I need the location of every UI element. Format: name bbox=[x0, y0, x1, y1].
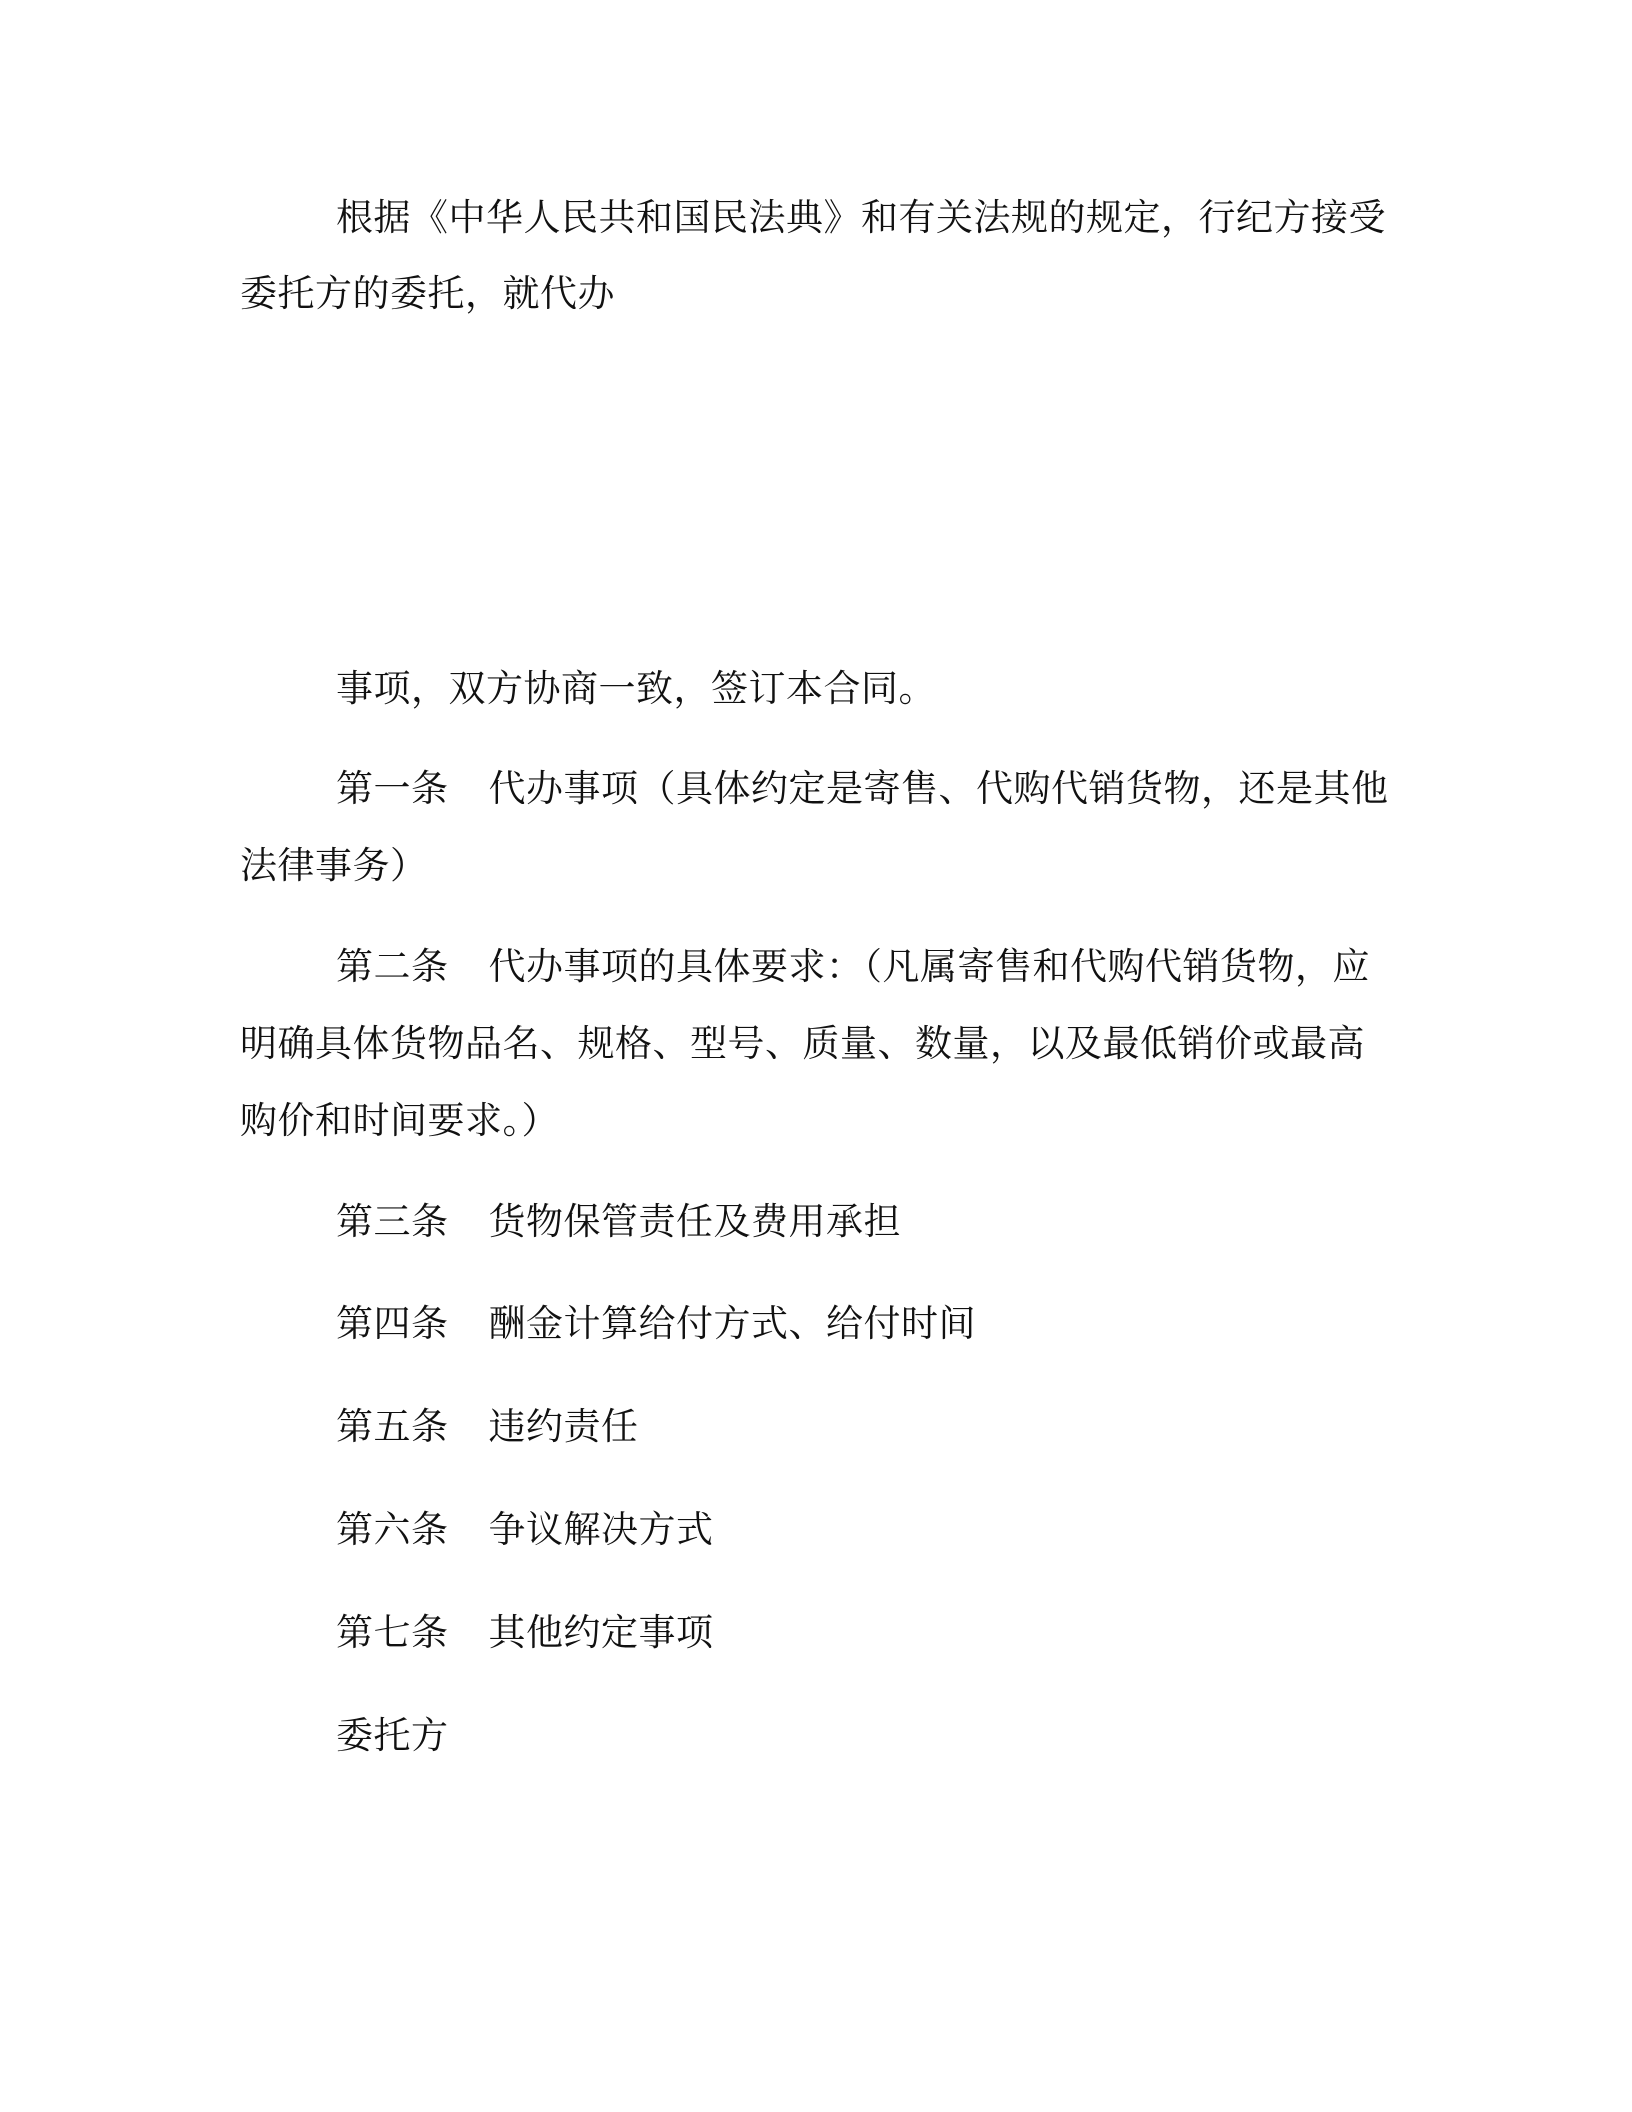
intro-line-2: 委托方的委托，就代办 bbox=[240, 272, 615, 315]
article-7 bbox=[336, 1609, 714, 1657]
article-2-text-cont-1: 明确具体货物品名、规格、型号、质量、数量，以及最低销价或最高 bbox=[240, 1022, 1365, 1065]
article-6-number: 第六条 bbox=[336, 1508, 449, 1551]
article-3 bbox=[336, 1198, 901, 1246]
article-4 bbox=[336, 1300, 976, 1348]
article-5-text: 违约责任 bbox=[488, 1405, 639, 1448]
article-7-text: 其他约定事项 bbox=[488, 1611, 714, 1654]
article-5 bbox=[336, 1403, 639, 1451]
principal-label: 委托方 bbox=[336, 1714, 449, 1757]
article-5-number: 第五条 bbox=[336, 1405, 449, 1448]
article-7-number: 第七条 bbox=[336, 1611, 449, 1654]
article-3-text: 货物保管责任及费用承担 bbox=[488, 1200, 901, 1243]
article-4-text: 酬金计算给付方式、给付时间 bbox=[488, 1302, 976, 1345]
article-6 bbox=[336, 1506, 714, 1554]
article-1-number: 第一条 bbox=[336, 767, 449, 810]
article-3-number: 第三条 bbox=[336, 1200, 449, 1243]
article-4-number: 第四条 bbox=[336, 1302, 449, 1345]
article-2 bbox=[336, 943, 1370, 991]
article-1-text-cont: 法律事务） bbox=[240, 844, 428, 887]
article-1 bbox=[336, 765, 1389, 813]
article-2-text: 代办事项的具体要求：（凡属寄售和代购代销货物，应 bbox=[488, 945, 1370, 988]
article-6-text: 争议解决方式 bbox=[488, 1508, 714, 1551]
article-1-text: 代办事项（具体约定是寄售、代购代销货物，还是其他 bbox=[488, 767, 1389, 810]
intro-line-3: 事项，双方协商一致，签订本合同。 bbox=[336, 667, 936, 710]
article-2-text-cont-2: 购价和时间要求。） bbox=[240, 1099, 559, 1142]
intro-line-1: 根据《中华人民共和国民法典》和有关法规的规定，行纪方接受 bbox=[336, 196, 1386, 239]
article-2-number: 第二条 bbox=[336, 945, 449, 988]
